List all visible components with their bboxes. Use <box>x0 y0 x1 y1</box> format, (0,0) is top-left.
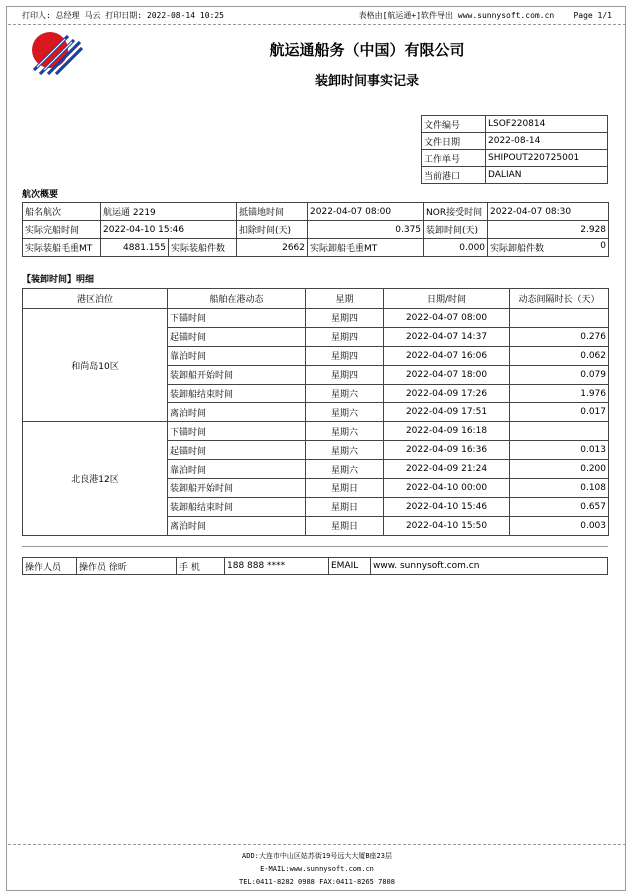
footer-address: ADD:大连市中山区姑苏街19号远大大厦B座23层 <box>242 852 392 860</box>
interval-cell <box>510 309 609 328</box>
page-number: Page 1/1 <box>573 11 612 20</box>
interval-cell: 0.108 <box>510 479 609 498</box>
document-meta-table <box>421 115 608 184</box>
interval-cell: 0.079 <box>510 365 609 384</box>
interval-cell: 1.976 <box>510 384 609 403</box>
status-cell: 靠泊时间 <box>168 346 306 365</box>
interval-cell: 0.657 <box>510 497 609 516</box>
weekday-cell: 星期四 <box>306 365 384 384</box>
print-header <box>22 10 612 24</box>
discharged-pieces-value: 0 <box>600 241 607 251</box>
operator-table <box>22 557 608 575</box>
status-cell: 靠泊时间 <box>168 460 306 479</box>
laytime-value: 2.928 <box>488 221 609 239</box>
status-cell: 起锚时间 <box>168 327 306 346</box>
datetime-cell: 2022-04-09 16:36 <box>384 441 510 460</box>
overview-row <box>23 239 609 257</box>
loaded-pieces-value: 2662 <box>237 239 308 257</box>
overview-section-title: 航次概要 <box>22 190 59 200</box>
datetime-cell: 2022-04-09 17:26 <box>384 384 510 403</box>
weekday-cell: 星期四 <box>306 309 384 328</box>
discharged-weight-label: 实际卸船毛重MT <box>308 239 424 257</box>
deducted-time-value: 0.375 <box>308 221 424 239</box>
footer-email: E-MAIL:www.sunnysoft.com.cn <box>260 865 374 873</box>
voyage-overview-table <box>22 202 609 257</box>
meta-label: 当前港口 <box>422 167 486 184</box>
anchorage-arrival-label: 抵锚地时间 <box>237 203 308 221</box>
weekday-cell: 星期六 <box>306 403 384 422</box>
datetime-cell: 2022-04-07 14:37 <box>384 327 510 346</box>
header-divider <box>8 24 626 25</box>
status-cell: 装卸船结束时间 <box>168 497 306 516</box>
datetime-cell: 2022-04-09 21:24 <box>384 460 510 479</box>
status-cell: 装卸船结束时间 <box>168 384 306 403</box>
datetime-cell: 2022-04-10 15:46 <box>384 497 510 516</box>
status-cell: 装卸船开始时间 <box>168 365 306 384</box>
col-header-datetime: 日期/时间 <box>384 289 510 309</box>
anchorage-arrival-value: 2022-04-07 08:00 <box>308 203 424 221</box>
footer-tel-fax: TEL:0411-8282 0988 FAX:0411-8265 7808 <box>239 878 395 886</box>
weekday-cell: 星期日 <box>306 497 384 516</box>
loaded-weight-value: 4881.155 <box>101 239 169 257</box>
col-header-weekday: 星期 <box>306 289 384 309</box>
meta-value: DALIAN <box>486 167 608 184</box>
operator-name: 操作员 徐昕 <box>77 558 177 575</box>
nor-accepted-label: NOR接受时间 <box>424 203 488 221</box>
interval-cell: 0.003 <box>510 516 609 535</box>
document-title: 装卸时间事实记录 <box>314 74 419 89</box>
meta-row <box>422 116 608 133</box>
overview-row <box>23 203 609 221</box>
datetime-cell: 2022-04-07 08:00 <box>384 309 510 328</box>
weekday-cell: 星期日 <box>306 516 384 535</box>
weekday-cell: 星期四 <box>306 346 384 365</box>
weekday-cell: 星期四 <box>306 327 384 346</box>
meta-row <box>422 150 608 167</box>
status-cell: 起锚时间 <box>168 441 306 460</box>
footer-divider <box>8 844 626 845</box>
col-header-berth: 港区泊位 <box>23 289 168 309</box>
operator-row <box>23 558 608 575</box>
status-cell: 离泊时间 <box>168 516 306 535</box>
loaded-pieces-label: 实际装船件数 <box>169 239 237 257</box>
meta-label: 工作单号 <box>422 150 486 167</box>
table-row <box>23 422 609 441</box>
status-cell: 离泊时间 <box>168 403 306 422</box>
datetime-cell: 2022-04-07 16:06 <box>384 346 510 365</box>
weekday-cell: 星期日 <box>306 479 384 498</box>
interval-cell: 0.013 <box>510 441 609 460</box>
meta-value: SHIPOUT220725001 <box>486 150 608 167</box>
vessel-voyage-value: 航运通 2219 <box>101 203 237 221</box>
meta-row <box>422 167 608 184</box>
loaded-weight-label: 实际装船毛重MT <box>23 239 101 257</box>
datetime-cell: 2022-04-10 15:50 <box>384 516 510 535</box>
meta-value: 2022-08-14 <box>486 133 608 150</box>
meta-row <box>422 133 608 150</box>
status-cell: 下锚时间 <box>168 309 306 328</box>
meta-value: LSOF220814 <box>486 116 608 133</box>
laytime-detail-table <box>22 288 609 536</box>
weekday-cell: 星期六 <box>306 441 384 460</box>
company-name: 航运通船务（中国）有限公司 <box>269 41 465 59</box>
weekday-cell: 星期六 <box>306 384 384 403</box>
overview-row <box>23 221 609 239</box>
discharged-weight-value: 0.000 <box>424 239 488 257</box>
berth-cell: 北良港12区 <box>23 422 168 535</box>
export-info: 表格由[航运通+]软件导出 www.sunnysoft.com.cn Page 1/1 <box>358 11 612 20</box>
weekday-cell: 星期六 <box>306 422 384 441</box>
company-footer <box>0 850 634 889</box>
deducted-time-label: 扣除时间(天) <box>237 221 308 239</box>
interval-cell: 0.017 <box>510 403 609 422</box>
completion-time-value: 2022-04-10 15:46 <box>101 221 237 239</box>
completion-time-label: 实际完船时间 <box>23 221 101 239</box>
email-label: EMAIL <box>329 558 371 575</box>
col-header-status: 船舶在港动态 <box>168 289 306 309</box>
interval-cell: 0.062 <box>510 346 609 365</box>
phone-label: 手 机 <box>177 558 225 575</box>
operator-label: 操作人员 <box>23 558 77 575</box>
berth-cell: 和尚岛10区 <box>23 309 168 422</box>
interval-cell: 0.276 <box>510 327 609 346</box>
detail-section-title: 【装卸时间】明细 <box>22 275 95 285</box>
company-logo-icon <box>28 30 84 76</box>
vessel-voyage-label: 船名航次 <box>23 203 101 221</box>
interval-cell: 0.200 <box>510 460 609 479</box>
nor-accepted-value: 2022-04-07 08:30 <box>488 203 609 221</box>
email-value: www. sunnysoft.com.cn <box>371 558 608 575</box>
print-info: 打印人: 总经理 马云 打印日期: 2022-08-14 10:25 <box>22 11 224 20</box>
datetime-cell: 2022-04-09 17:51 <box>384 403 510 422</box>
weekday-cell: 星期六 <box>306 460 384 479</box>
table-row <box>23 309 609 328</box>
status-cell: 装卸船开始时间 <box>168 479 306 498</box>
discharged-pieces-cell <box>488 239 609 257</box>
datetime-cell: 2022-04-09 16:18 <box>384 422 510 441</box>
meta-label: 文件日期 <box>422 133 486 150</box>
detail-header-row <box>23 289 609 309</box>
datetime-cell: 2022-04-10 00:00 <box>384 479 510 498</box>
laytime-label: 装卸时间(天) <box>424 221 488 239</box>
meta-label: 文件编号 <box>422 116 486 133</box>
discharged-pieces-label: 实际卸船件数 <box>490 244 545 254</box>
datetime-cell: 2022-04-07 18:00 <box>384 365 510 384</box>
operator-divider <box>22 546 608 547</box>
status-cell: 下锚时间 <box>168 422 306 441</box>
phone-value: 188 888 **** <box>225 558 329 575</box>
col-header-interval: 动态间隔时长（天） <box>510 289 609 309</box>
interval-cell <box>510 422 609 441</box>
